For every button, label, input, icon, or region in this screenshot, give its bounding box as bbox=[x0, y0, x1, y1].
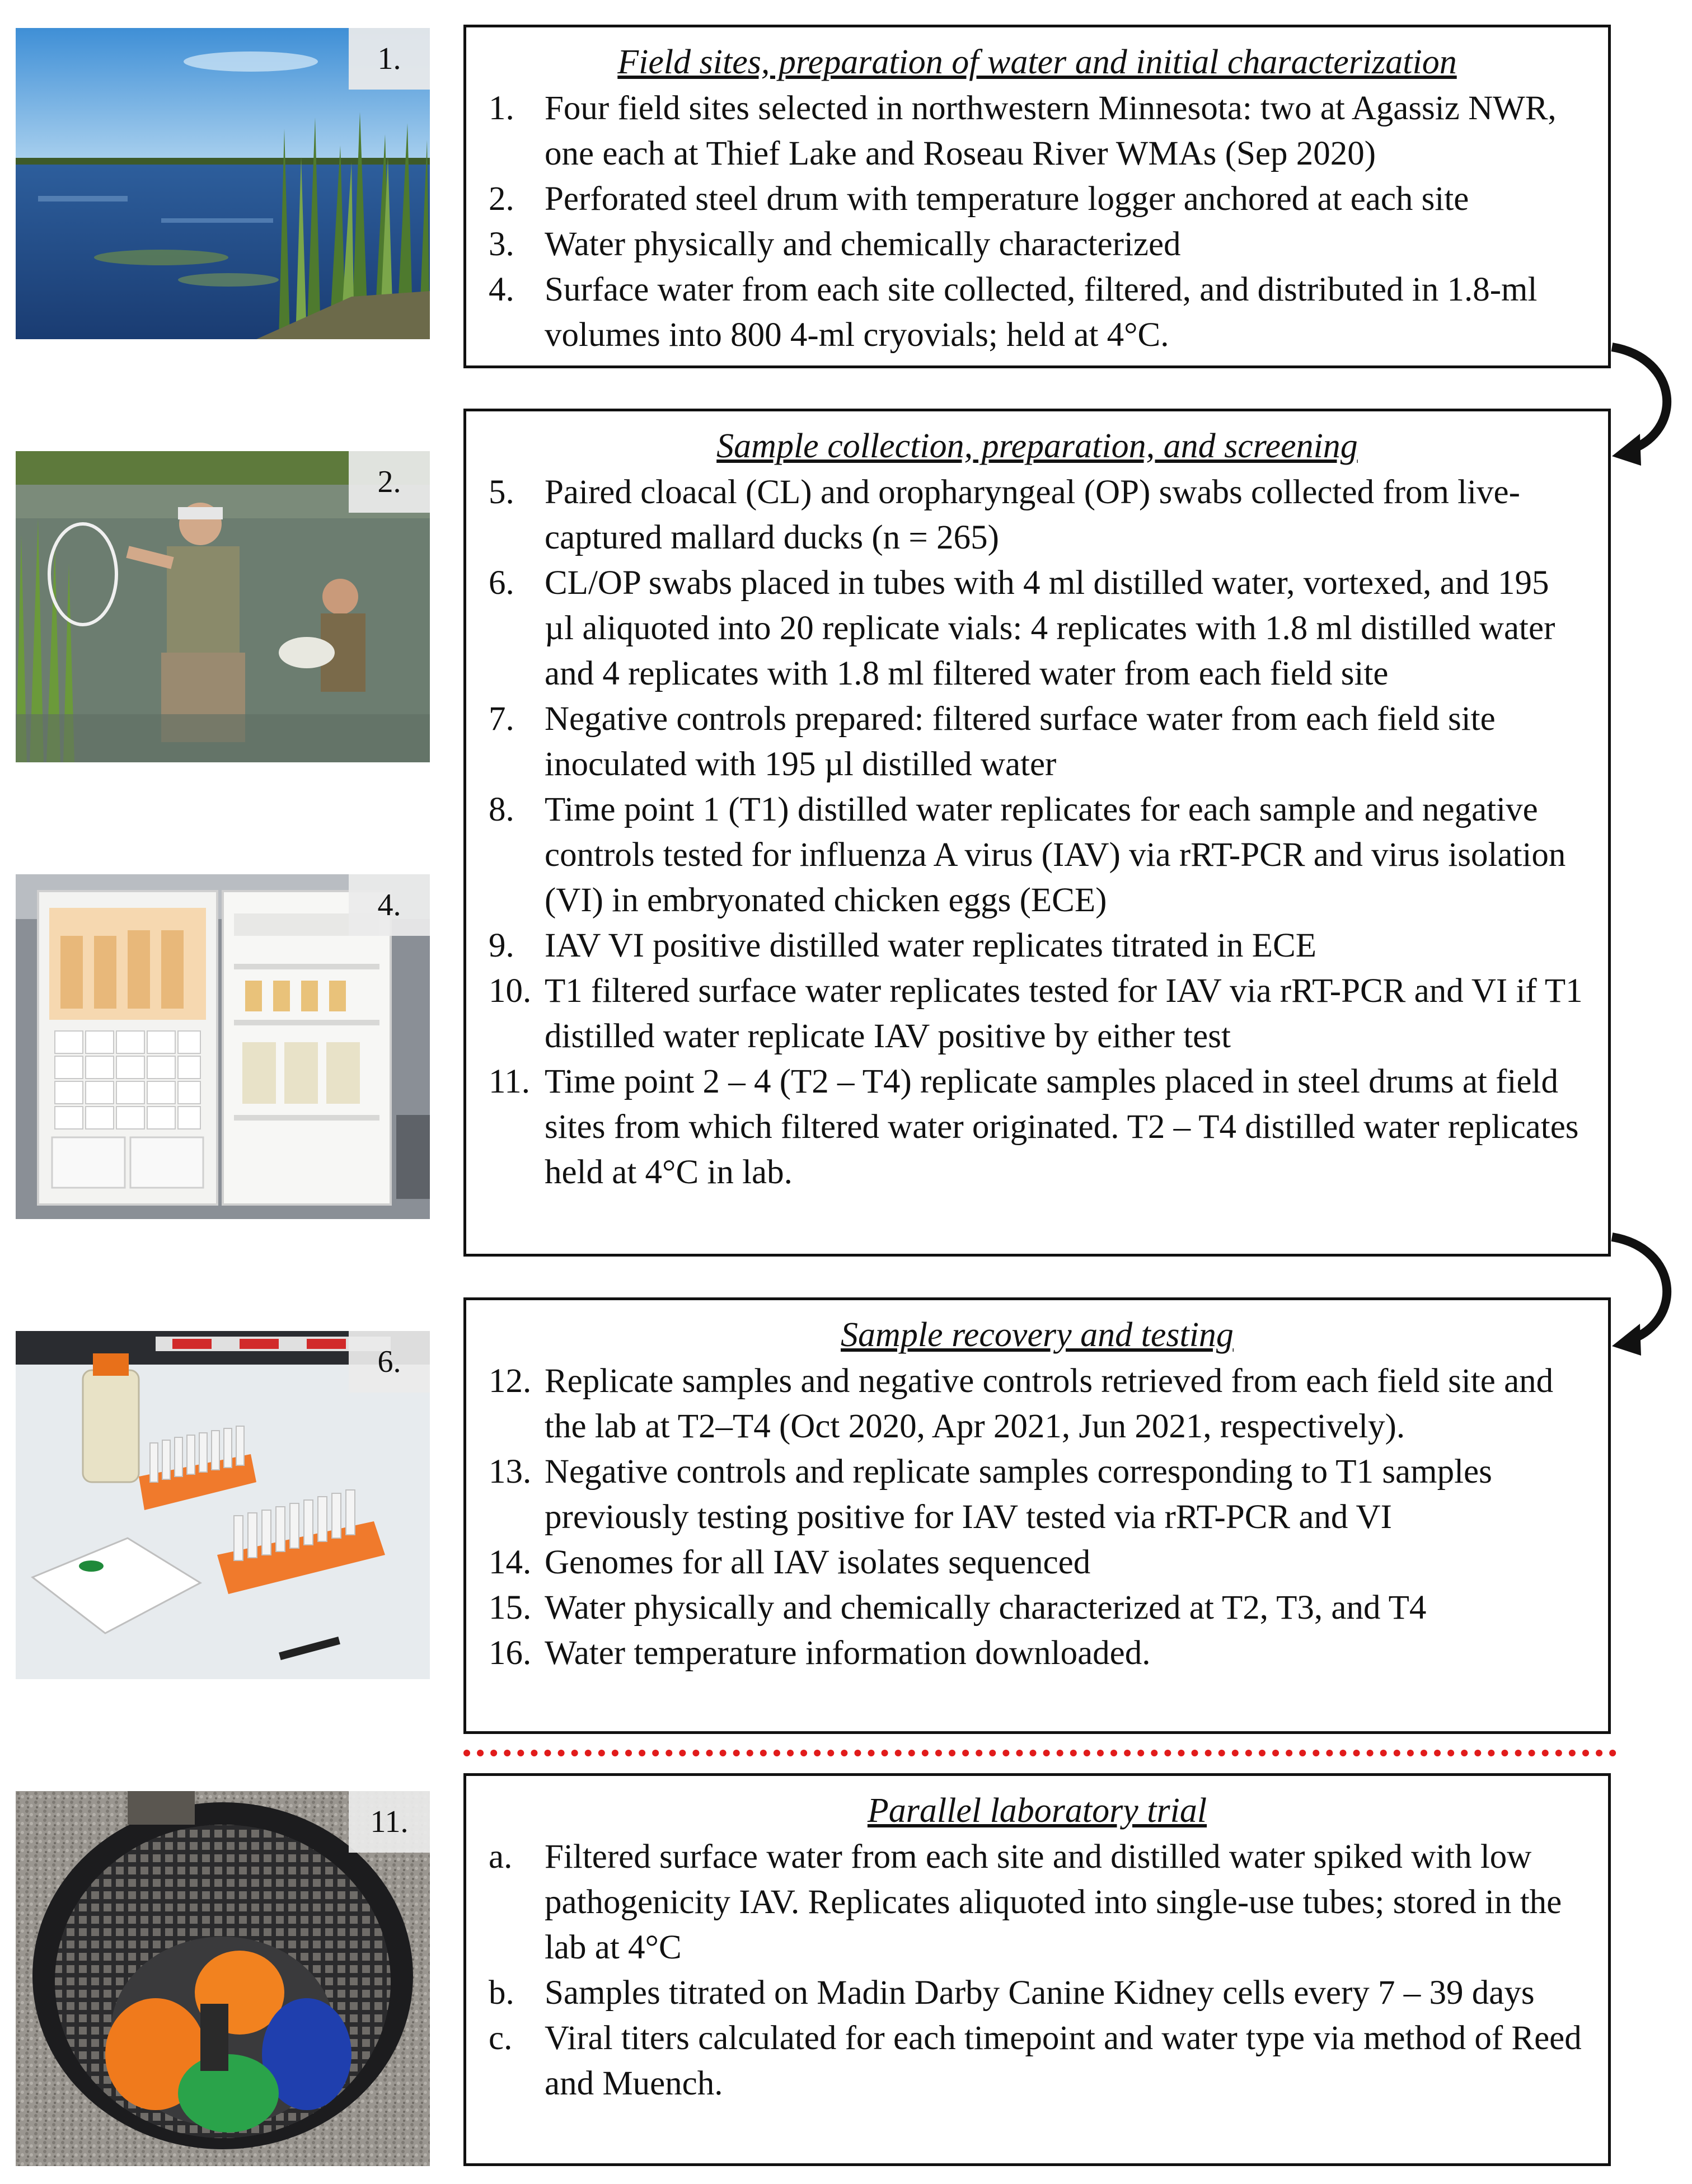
step-number: 3. bbox=[489, 226, 514, 263]
step-text: Samples titrated on Madin Darby Canine Kidney cells every 7 – 39 days bbox=[545, 1974, 1535, 2012]
step-item bbox=[489, 1585, 1586, 1630]
step-number: 1. bbox=[489, 90, 514, 127]
photo-refrigerator bbox=[16, 874, 430, 1219]
step-item bbox=[489, 222, 1586, 267]
step-item bbox=[489, 923, 1586, 968]
step-item bbox=[489, 787, 1586, 923]
step-number: 14. bbox=[489, 1544, 532, 1581]
step-text: Four field sites selected in northwestern Minnesota: two at Agassiz NWR, one each at Thief Lake and Roseau River WMAs (Sep 2020) bbox=[545, 90, 1557, 172]
step-text: Water physically and chemically characterized bbox=[545, 226, 1181, 263]
box-title: Parallel laboratory trial bbox=[867, 1792, 1207, 1830]
step-item bbox=[489, 968, 1586, 1059]
step-text: Water temperature information downloaded. bbox=[545, 1634, 1151, 1672]
step-number: 5. bbox=[489, 474, 514, 511]
step-text: Negative controls prepared: filtered surface water from each field site inoculated with 195 µl distilled water bbox=[545, 700, 1496, 783]
step-number: 15. bbox=[489, 1589, 532, 1627]
step-number: 16. bbox=[489, 1634, 532, 1672]
step-item bbox=[489, 267, 1586, 358]
photo-label: 4. bbox=[349, 874, 430, 936]
photo-label: 11. bbox=[349, 1791, 430, 1853]
step-item bbox=[489, 1834, 1586, 1970]
photo-label: 6. bbox=[349, 1331, 430, 1393]
step-number: 8. bbox=[489, 791, 514, 828]
box-sample-recovery bbox=[463, 1297, 1611, 1734]
step-item bbox=[489, 1358, 1586, 1449]
photo-vial-racks bbox=[16, 1331, 430, 1679]
box-laboratory-trial bbox=[463, 1773, 1611, 2166]
step-number: b. bbox=[489, 1974, 514, 2012]
step-text: Viral titers calculated for each timepoint and water type via method of Reed and Muench. bbox=[545, 2019, 1582, 2102]
box-title: Sample recovery and testing bbox=[841, 1316, 1234, 1354]
step-item bbox=[489, 1540, 1586, 1585]
step-text: Paired cloacal (CL) and oropharyngeal (OP) swabs collected from live-captured mallard ducks (n = 265) bbox=[545, 474, 1520, 556]
step-item bbox=[489, 1970, 1586, 2016]
step-number: 4. bbox=[489, 271, 514, 308]
step-item bbox=[489, 86, 1586, 176]
step-item bbox=[489, 176, 1586, 222]
step-number: 11. bbox=[489, 1063, 530, 1100]
step-text: Surface water from each site collected, filtered, and distributed in 1.8-ml volumes into 800 4-ml cryovials; held at 4°C. bbox=[545, 271, 1538, 354]
step-number: 10. bbox=[489, 972, 532, 1010]
box-sample-collection bbox=[463, 409, 1611, 1257]
photo-wetland bbox=[16, 28, 430, 339]
step-item bbox=[489, 1630, 1586, 1676]
curved-arrow-icon bbox=[1606, 336, 1690, 470]
photo-field-sampling bbox=[16, 451, 430, 762]
step-text: Perforated steel drum with temperature logger anchored at each site bbox=[545, 180, 1469, 218]
step-item bbox=[489, 1059, 1586, 1195]
box-title: Sample collection, preparation, and screening bbox=[716, 427, 1358, 465]
step-text: CL/OP swabs placed in tubes with 4 ml distilled water, vortexed, and 195 µl aliquoted into 20 replicate vials: 4 replicates with 1.8 ml distilled water and 4 replicates with 1.8 ml filtered water from each field site bbox=[545, 564, 1555, 692]
step-text: Negative controls and replicate samples corresponding to T1 samples previously testing positive for IAV tested via rRT-PCR and VI bbox=[545, 1453, 1492, 1536]
step-number: 12. bbox=[489, 1362, 532, 1400]
step-item bbox=[489, 560, 1586, 696]
step-text: T1 filtered surface water replicates tested for IAV via rRT-PCR and VI if T1 distilled water replicate IAV positive by either test bbox=[545, 972, 1583, 1055]
step-text: Replicate samples and negative controls retrieved from each field site and the lab at T2–T4 (Oct 2020, Apr 2021, Jun 2021, respectively). bbox=[545, 1362, 1554, 1445]
box-title: Field sites, preparation of water and initial characterization bbox=[617, 43, 1457, 81]
photo-label: 1. bbox=[349, 28, 430, 90]
step-text: Time point 2 – 4 (T2 – T4) replicate samples placed in steel drums at field sites from which filtered water originated. T2 – T4 distilled water replicates held at 4°C in lab. bbox=[545, 1063, 1579, 1191]
step-item bbox=[489, 1449, 1586, 1540]
step-text: Time point 1 (T1) distilled water replicates for each sample and negative controls tested for influenza A virus (IAV) via rRT-PCR and virus isolation (VI) in embryonated chicken eggs (ECE) bbox=[545, 791, 1566, 919]
box-field-sites bbox=[463, 25, 1611, 368]
step-number: 2. bbox=[489, 180, 514, 218]
step-text: IAV VI positive distilled water replicates titrated in ECE bbox=[545, 927, 1316, 964]
step-item bbox=[489, 470, 1586, 560]
step-number: a. bbox=[489, 1838, 513, 1876]
step-number: 7. bbox=[489, 700, 514, 738]
step-text: Water physically and chemically characterized at T2, T3, and T4 bbox=[545, 1589, 1427, 1627]
step-number: 13. bbox=[489, 1453, 532, 1491]
step-number: c. bbox=[489, 2019, 513, 2057]
step-text: Genomes for all IAV isolates sequenced bbox=[545, 1544, 1091, 1581]
step-number: 9. bbox=[489, 927, 514, 964]
step-text: Filtered surface water from each site and distilled water spiked with low pathogenicity IAV. Replicates aliquoted into single-use tubes; stored in the lab at 4°C bbox=[545, 1838, 1562, 1966]
step-number: 6. bbox=[489, 564, 514, 602]
section-divider bbox=[463, 1750, 1616, 1756]
step-item bbox=[489, 696, 1586, 787]
photo-label: 2. bbox=[349, 451, 430, 513]
step-item bbox=[489, 2016, 1586, 2106]
photo-steel-drum bbox=[16, 1791, 430, 2166]
curved-arrow-icon bbox=[1606, 1226, 1690, 1360]
